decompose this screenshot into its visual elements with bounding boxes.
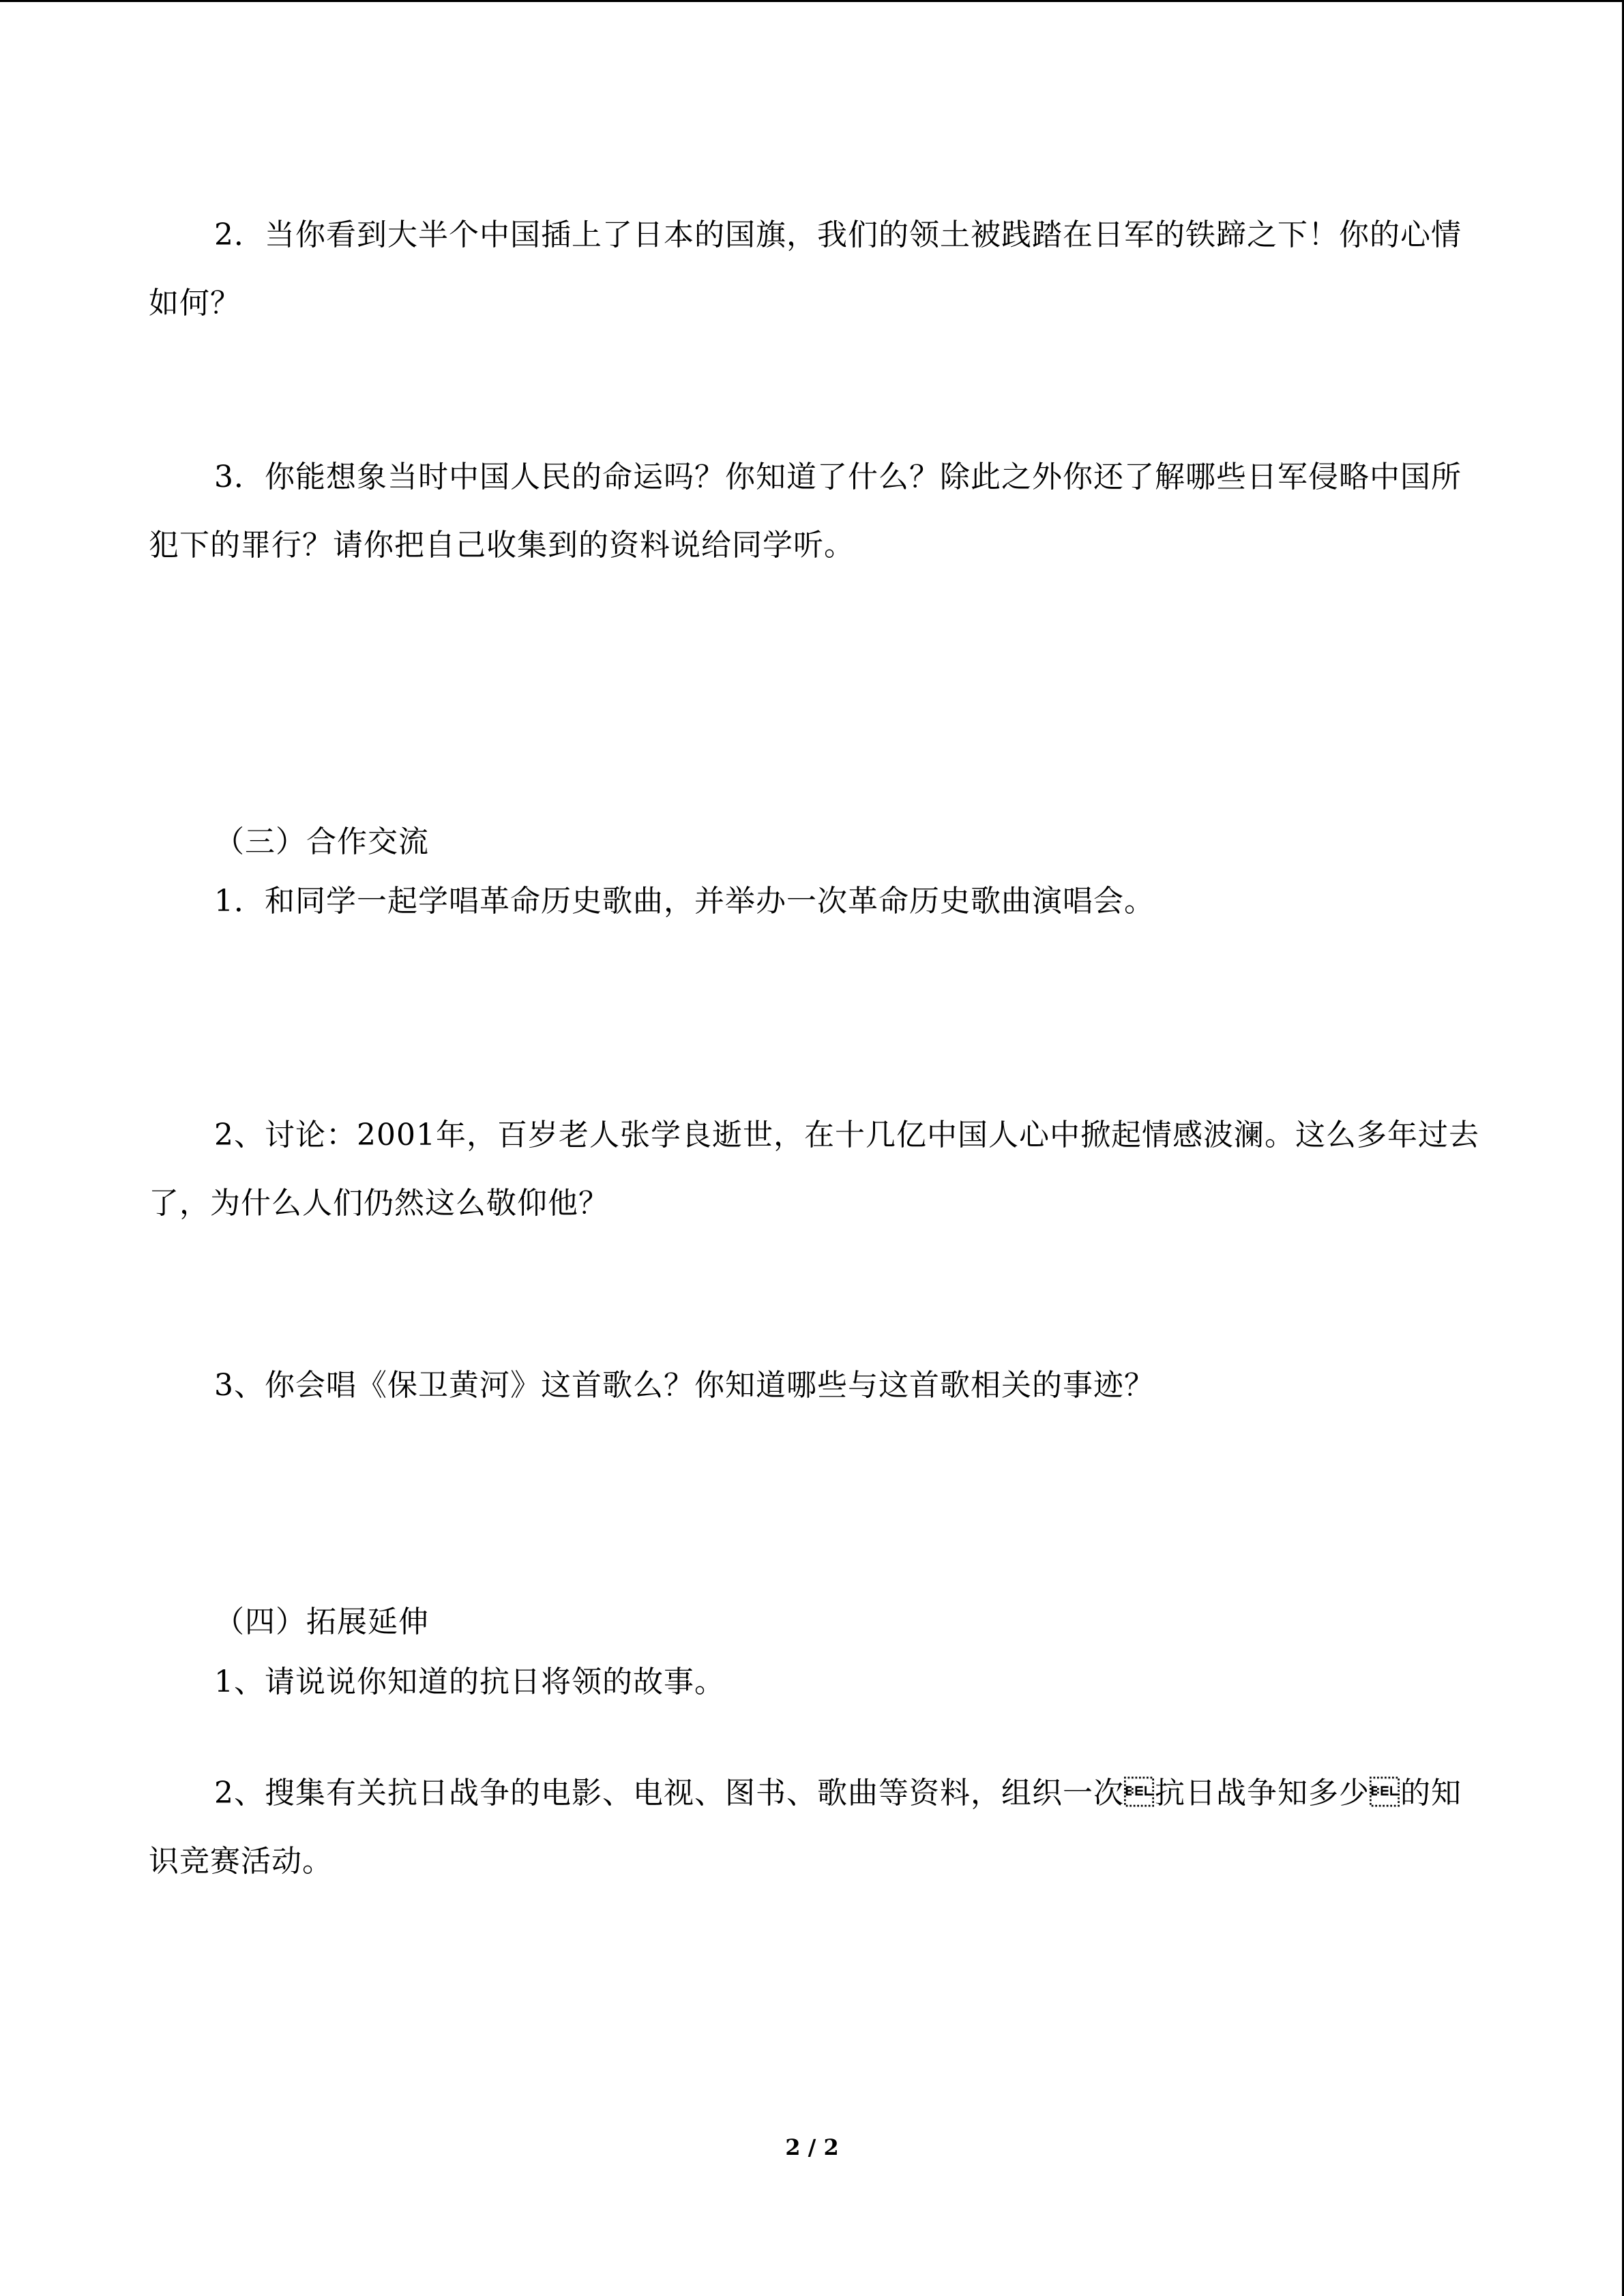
section-3-item-3: 3、你会唱《保卫黄河》这首歌么？你知道哪些与这首歌相关的事迹？ <box>214 1368 1155 1403</box>
section-3-item-1: 1．和同学一起学唱革命历史歌曲，并举办一次革命历史歌曲演唱会。 <box>214 884 1155 919</box>
question-3-text: 3．你能想象当时中国人民的命运吗？你知道了什么？除此之外你还了解哪些日军侵略中国所犯下的罪行？请你把自己收集到的资料说给同学听。 <box>149 460 1462 563</box>
section-4-item-2: 2、搜集有关抗日战争的电影、电视、图书、歌曲等资料，组织一次抗日战争知多少的知识竞赛活动。 <box>149 1776 1462 1879</box>
section-4-item-1: 1、请说说你知道的抗日将领的故事。 <box>214 1665 725 1699</box>
question-2-text: 2．当你看到大半个中国插上了日本的国旗，我们的领土被践踏在日军的铁蹄之下！你的心情如何？ <box>149 218 1462 320</box>
page-number: 2 / 2 <box>785 2134 839 2160</box>
page-border-top <box>0 0 1624 2</box>
section-4-heading: （四）拓展延伸 <box>214 1605 429 1639</box>
section-3-item-2: 2、讨论：2001年，百岁老人张学良逝世，在十几亿中国人心中掀起情感波澜。这么多年过去了，为什么人们仍然这么敬仰他？ <box>149 1118 1479 1221</box>
section-3-heading: （三）合作交流 <box>214 824 429 859</box>
